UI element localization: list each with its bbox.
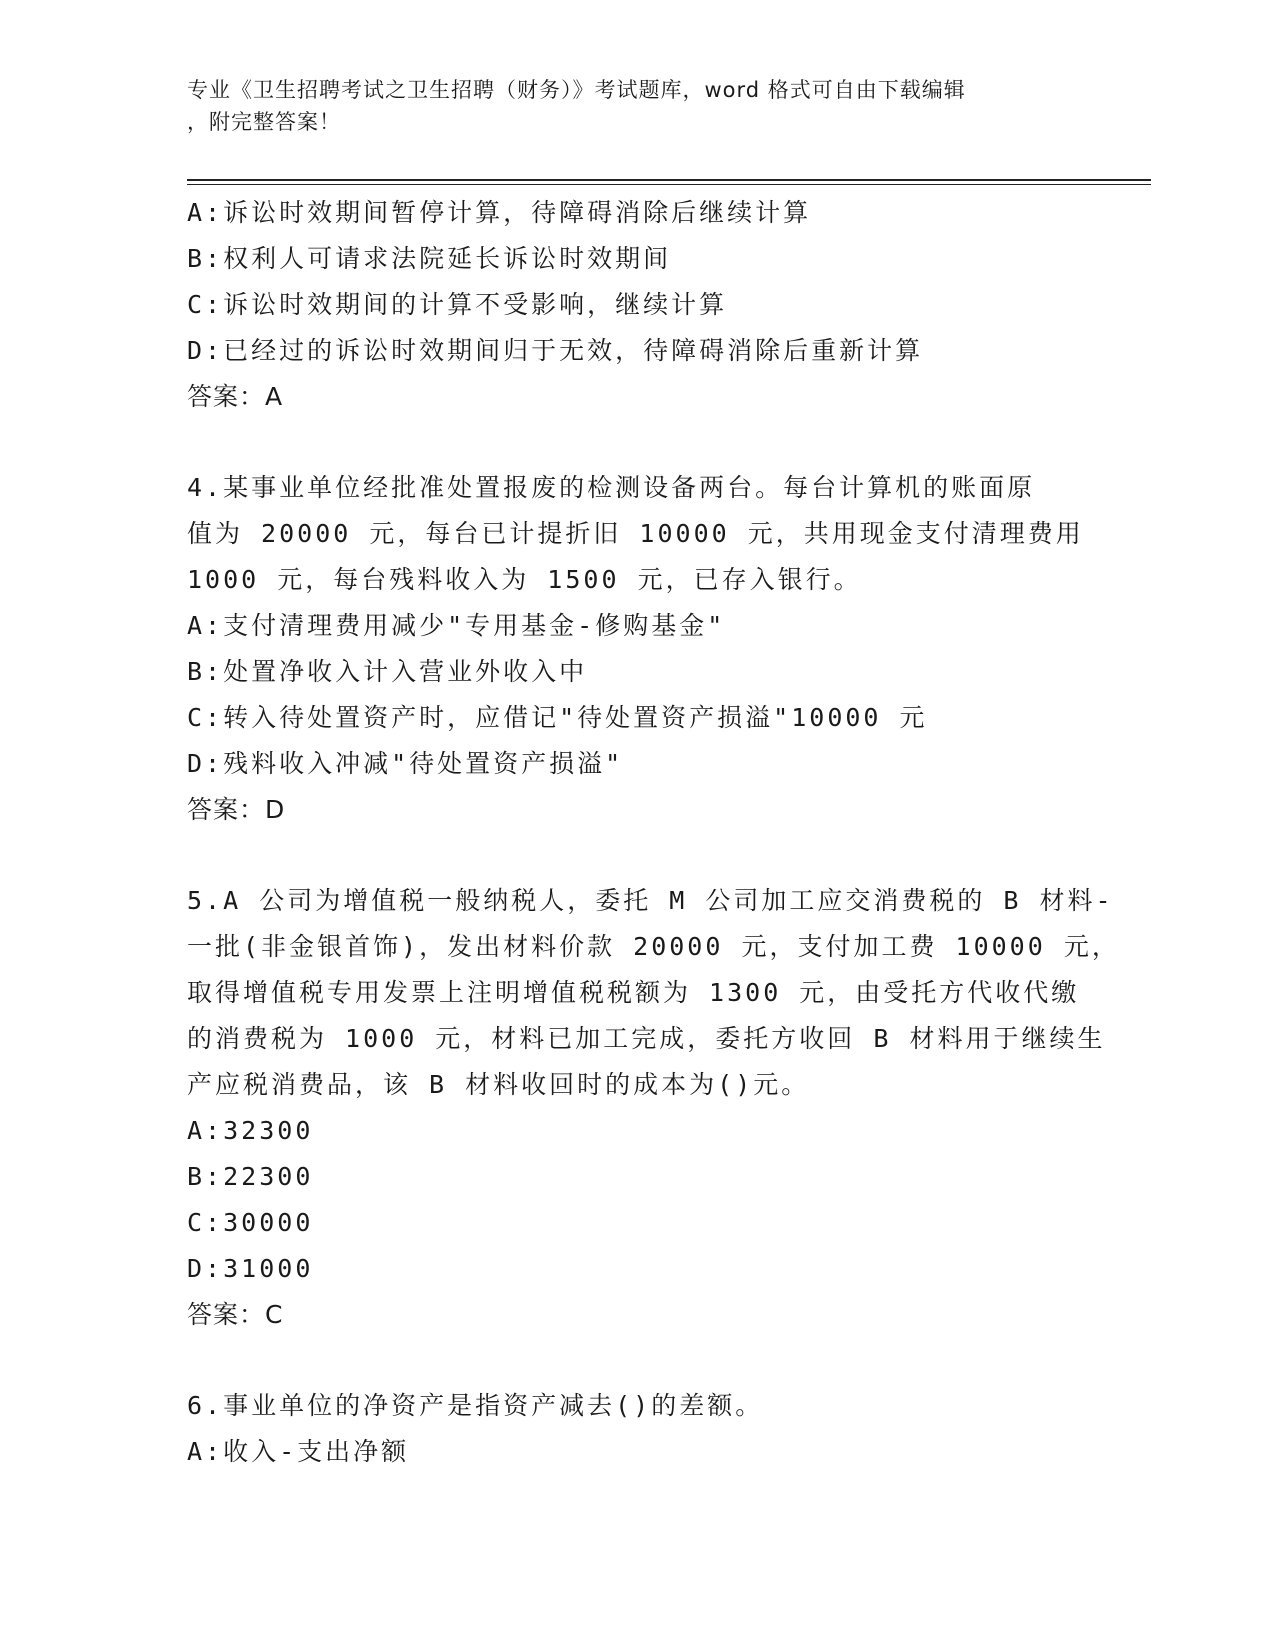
option-letter: C: [187,290,224,319]
option-d [187,741,1087,787]
option-letter: C: [187,703,224,732]
answer-line: 答案：C [187,1300,284,1329]
option-b [187,1154,1087,1200]
option-a [187,1429,1087,1475]
question-content [187,190,1120,1475]
option-letter: A: [187,1116,224,1145]
spacer [187,833,1087,878]
option-text: 处置净收入计入营业外收入中 [223,657,588,686]
question-5 [187,878,1120,1338]
option-text: 32300 [223,1116,314,1145]
option-text: 22300 [223,1162,314,1191]
option-b [187,649,1087,695]
option-a [187,1108,1087,1154]
option-letter: A: [187,611,224,640]
option-letter: C: [187,1208,224,1237]
question-4 [187,465,1087,833]
option-c [187,695,1087,741]
option-a [187,603,1087,649]
header-divider-thick [187,179,1151,181]
option-letter: D: [187,336,224,365]
question-stem-line: 取得增值税专用发票上注明增值税税额为 1300 元，由受托方代收代缴 [187,978,1080,1007]
option-a [187,190,1087,236]
option-text: 收入-支出净额 [223,1437,410,1466]
option-letter: D: [187,1254,224,1283]
question-stem-line: 值为 20000 元，每台已计提折旧 10000 元，共用现金支付清理费用 [187,519,1084,548]
answer-line: 答案：A [187,382,284,411]
header-divider-thin [187,184,1151,185]
option-b [187,236,1087,282]
option-letter: B: [187,1162,224,1191]
option-d [187,1246,1087,1292]
option-c [187,282,1087,328]
option-text: 30000 [223,1208,314,1237]
option-text: 诉讼时效期间暂停计算，待障碍消除后继续计算 [223,198,812,227]
option-text: 支付清理费用减少"专用基金-修购基金" [223,611,726,640]
question-stem-line: 1000 元，每台残料收入为 1500 元，已存入银行。 [187,565,862,594]
option-letter: A: [187,198,224,227]
spacer [187,1338,1087,1383]
question-3 [187,190,1087,420]
option-c [187,1200,1087,1246]
header-title-continuation: ，附完整答案！ [187,110,341,134]
option-text: 已经过的诉讼时效期间归于无效，待障碍消除后重新计算 [223,336,924,365]
header-title-line: 专业《卫生招聘考试之卫生招聘（财务）》考试题库，word 格式可自由下载编辑 [187,78,966,102]
option-letter: B: [187,657,224,686]
option-text: 残料收入冲减"待处置资产损溢" [223,749,624,778]
option-letter: D: [187,749,224,778]
question-stem-line: 产应税消费品，该 B 材料收回时的成本为()元。 [187,1070,810,1099]
answer-line: 答案：D [187,795,286,824]
option-text: 31000 [223,1254,314,1283]
question-stem-line: 5.A 公司为增值税一般纳税人，委托 M 公司加工应交消费税的 B 材料- [187,886,1114,915]
option-text: 转入待处置资产时，应借记"待处置资产损溢"10000 元 [223,703,928,732]
question-stem-line: 6.事业单位的净资产是指资产减去()的差额。 [187,1391,764,1420]
option-letter: A: [187,1437,224,1466]
option-d [187,328,1087,374]
question-stem-line: 一批(非金银首饰)，发出材料价款 20000 元，支付加工费 10000 元， [187,932,1120,961]
document-header [187,74,1087,138]
question-stem-line: 4.某事业单位经批准处置报废的检测设备两台。每台计算机的账面原 [187,473,1036,502]
option-letter: B: [187,244,224,273]
option-text: 诉讼时效期间的计算不受影响，继续计算 [223,290,728,319]
question-6 [187,1383,1087,1475]
spacer [187,420,1087,465]
option-text: 权利人可请求法院延长诉讼时效期间 [223,244,672,273]
question-stem-line: 的消费税为 1000 元，材料已加工完成，委托方收回 B 材料用于继续生 [187,1024,1106,1053]
